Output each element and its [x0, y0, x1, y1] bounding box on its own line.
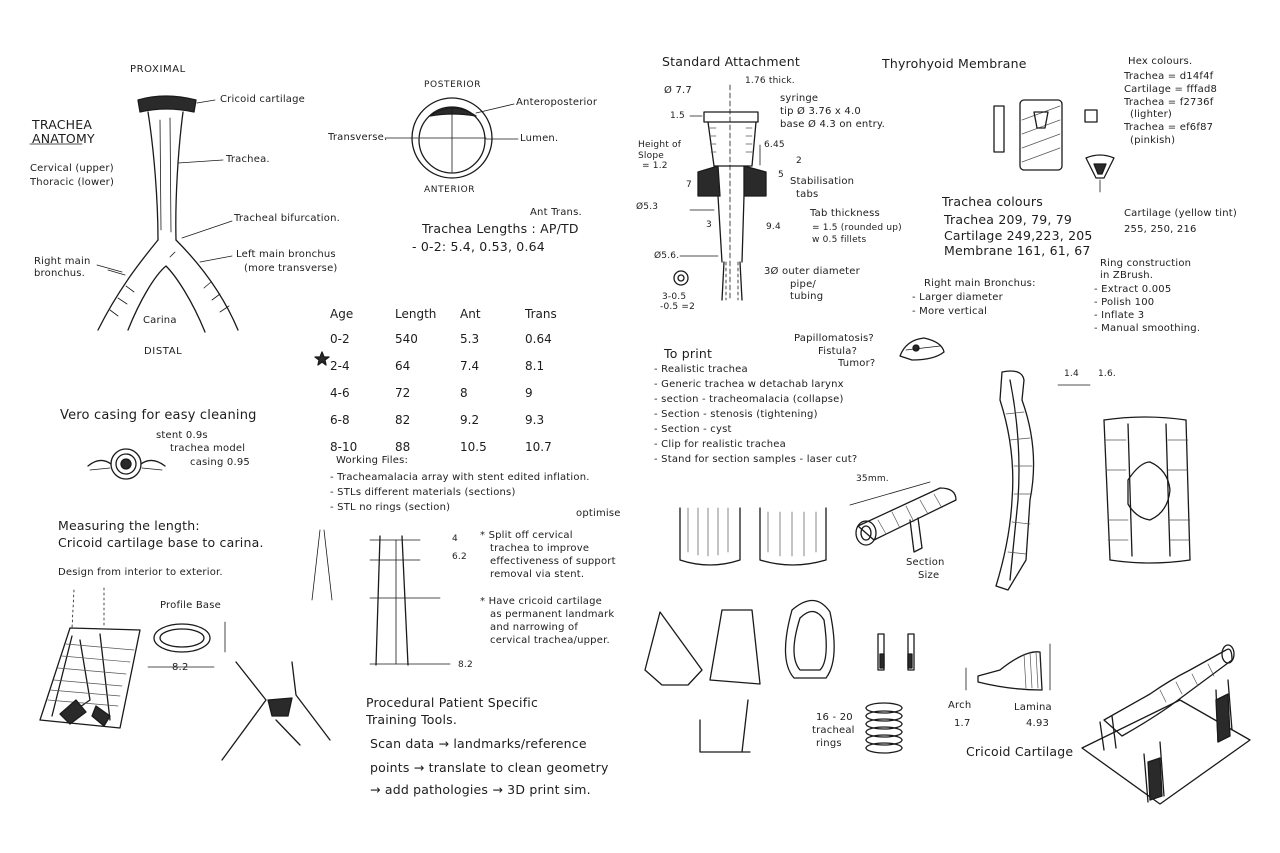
working-files-title: Working Files:: [336, 455, 409, 466]
procedural-title-1: Procedural Patient Specific: [366, 695, 539, 710]
cricoid-note-4: cervical trachea/upper.: [490, 635, 610, 646]
working-file-item: - STLs different materials (sections): [330, 487, 516, 498]
hex-line: Trachea = f2736f: [1124, 97, 1214, 108]
value-lamina: 4.93: [1026, 718, 1050, 729]
syringe-3: base Ø 4.3 on entry.: [780, 119, 885, 130]
label-left-bronchus-2: (more transverse): [244, 263, 338, 274]
lengths-line: - 0-2: 5.4, 0.53, 0.64: [412, 239, 545, 254]
label-profile-base: Profile Base: [160, 600, 222, 611]
age-length-table: [330, 303, 590, 460]
table-cell: 4-6: [330, 385, 350, 400]
height-slope-1: Height of: [638, 140, 682, 150]
to-print-item: - section - tracheomalacia (collapse): [654, 394, 844, 405]
standard-attachment-sketch: [674, 85, 766, 300]
split-note-1: * Split off cervical: [480, 530, 573, 541]
table-header-row: [330, 303, 590, 325]
label-thoracic: Thoracic (lower): [30, 177, 115, 188]
pipe-2: pipe/: [790, 279, 816, 290]
table-cell: 8: [460, 385, 468, 400]
right-bronchus-item: - More vertical: [912, 306, 988, 317]
dim-94: 9.4: [766, 222, 781, 232]
procedural-step: Scan data → landmarks/reference: [370, 736, 587, 751]
dim-16: 1.6.: [1098, 369, 1116, 379]
table-header: Ant: [460, 307, 481, 321]
height-slope-2: Slope: [638, 151, 664, 161]
dim-14: 1.4: [1064, 369, 1079, 379]
section-size-1: Section: [906, 557, 945, 568]
procedural-title-2: Training Tools.: [366, 712, 458, 727]
to-print-item: - Generic trachea w detachab larynx: [654, 379, 844, 390]
table-cell: 72: [395, 385, 411, 400]
table-header: Trans: [525, 307, 557, 321]
stab-tabs-1: Stabilisation: [790, 176, 855, 187]
table-cell: 8-10: [330, 439, 358, 454]
dim-d56: Ø5.6.: [654, 251, 680, 261]
table-cell: 82: [395, 412, 411, 427]
to-print-item: - Stand for section samples - laser cut?: [654, 454, 858, 465]
ring-dim-1: 3-0.5: [662, 292, 687, 302]
split-note-4: removal via stent.: [490, 569, 585, 580]
ring-item: - Polish 100: [1094, 297, 1155, 308]
attachment-title: Standard Attachment: [662, 54, 800, 69]
table-cell: 9.2: [460, 412, 480, 427]
dim-d77: Ø 7.7: [664, 85, 692, 96]
ring-item: - Inflate 3: [1094, 310, 1145, 321]
rings-1: 16 - 20: [816, 712, 853, 723]
cyst-section-sketch: [1104, 417, 1190, 563]
dim-label: 6.2: [452, 552, 467, 562]
working-file-item: - STL no rings (section): [330, 502, 451, 513]
table-cell: 9: [525, 385, 533, 400]
table-cell: 88: [395, 439, 411, 454]
measuring-line-2: Cricoid cartilage base to carina.: [58, 535, 264, 550]
table-cell: 8.1: [525, 358, 545, 373]
label-lamina: Lamina: [1014, 702, 1052, 713]
rings-2: tracheal: [812, 725, 855, 736]
dim-2: 2: [796, 156, 802, 166]
rings-3: rings: [816, 738, 842, 749]
label-transverse: Transverse.: [328, 132, 388, 143]
table-row: [330, 379, 590, 406]
label-ant-trans: Ant Trans.: [530, 207, 582, 218]
dim-7: 7: [686, 180, 692, 190]
label-trachea: Trachea.: [226, 154, 270, 165]
hex-line: (pinkish): [1130, 135, 1176, 146]
stab-tabs-2: tabs: [796, 189, 819, 200]
colours-row: Membrane 161, 61, 67: [944, 243, 1091, 258]
to-print-item: - Section - stenosis (tightening): [654, 409, 818, 420]
label-left-bronchus-1: Left main bronchus: [236, 249, 336, 260]
table-cell: 0.64: [525, 331, 552, 346]
label-optimise: optimise: [576, 508, 621, 519]
tab-thickness-2: = 1.5 (rounded up): [812, 223, 902, 233]
table-cell: 0-2: [330, 331, 350, 346]
cricoid-note-3: and narrowing of: [490, 622, 579, 633]
label-lumen: Lumen.: [520, 133, 559, 144]
anatomy-title-1: TRACHEA: [32, 117, 93, 132]
label-carina: Carina: [143, 315, 177, 326]
ring-title-2: in ZBrush.: [1100, 270, 1154, 281]
tab-thickness-3: w 0.5 fillets: [812, 235, 867, 245]
dim-thick: 1.76 thick.: [745, 76, 795, 86]
dim-3: 3: [706, 220, 712, 230]
hex-line: Trachea = d14f4f: [1124, 71, 1214, 82]
pipe-3: tubing: [790, 291, 824, 302]
hex-line: Cartilage = fffad8: [1124, 84, 1218, 95]
measuring-line-1: Measuring the length:: [58, 518, 200, 533]
hex-line: Trachea = ef6f87: [1124, 122, 1214, 133]
syringe-1: syringe: [780, 93, 819, 104]
label-casing: casing 0.95: [190, 457, 250, 468]
to-print-title: To print: [664, 346, 713, 361]
label-stent: stent 0.9s: [156, 430, 208, 441]
papilloma-1: Papillomatosis?: [794, 333, 874, 344]
label-right-bronchus-1: Right main: [34, 256, 91, 267]
split-note-2: trachea to improve: [490, 543, 590, 554]
papilloma-3: Tumor?: [838, 358, 876, 369]
label-right-bronchus-2: bronchus.: [34, 268, 86, 279]
lengths-title: Trachea Lengths : AP/TD: [422, 221, 579, 236]
colours-title: Trachea colours: [942, 194, 1043, 209]
label-distal: DISTAL: [144, 346, 183, 357]
label-proximal: PROXIMAL: [130, 64, 186, 75]
thyrohyoid-title: Thyrohyoid Membrane: [882, 56, 1027, 71]
dim-645: 6.45: [764, 140, 785, 150]
table-row: [330, 406, 590, 433]
table-cell: 2-4: [330, 358, 350, 373]
vero-title: Vero casing for easy cleaning: [60, 408, 257, 423]
ring-dim-2: -0.5 =2: [660, 302, 696, 312]
label-anterior: ANTERIOR: [424, 185, 476, 195]
colours-row: Cartilage 249,223, 205: [944, 228, 1093, 243]
tab-thickness-1: Tab thickness: [810, 208, 880, 219]
section-cylinder-sketch: [850, 482, 956, 552]
cricoid-cartilage-sketch: [966, 644, 1050, 690]
label-cervical: Cervical (upper): [30, 163, 114, 174]
anatomy-title-2: ANATOMY: [32, 131, 95, 146]
cartilage-tint-1: Cartilage (yellow tint): [1124, 208, 1237, 219]
thyrohyoid-sketch: [994, 100, 1114, 192]
label-bifurcation: Tracheal bifurcation.: [234, 213, 340, 224]
cross-section-sketch: [385, 98, 518, 178]
table-cell: 540: [395, 331, 418, 346]
curved-trachea-sketch: [996, 371, 1090, 590]
cricoid-title: Cricoid Cartilage: [966, 744, 1074, 759]
table-cell: 9.3: [525, 412, 545, 427]
star-icon: [315, 352, 329, 365]
label-arch: Arch: [948, 700, 972, 711]
trachea-3d-model-sketch: [1082, 645, 1250, 804]
dim-d53: Ø5.3: [636, 202, 659, 212]
procedural-step: points → translate to clean geometry: [370, 760, 609, 775]
ring-item: - Extract 0.005: [1094, 284, 1172, 295]
label-profile-dim: 8.2: [172, 662, 189, 673]
ring-item: - Manual smoothing.: [1094, 323, 1201, 334]
ring-title-1: Ring construction: [1100, 258, 1192, 269]
table-cell: 10.7: [525, 439, 552, 454]
height-slope-3: = 1.2: [642, 161, 668, 171]
print-parts-sketch: [645, 508, 914, 753]
dim-label: 8.2: [458, 660, 473, 670]
table-cell: 5.3: [460, 331, 480, 346]
working-file-item: - Tracheamalacia array with stent edited inflation.: [330, 472, 590, 483]
section-size-2: Size: [918, 570, 940, 581]
value-arch: 1.7: [954, 718, 971, 729]
table-cell: 6-8: [330, 412, 350, 427]
label-anteroposterior: Anteroposterior: [516, 97, 598, 108]
cricoid-note-1: * Have cricoid cartilage: [480, 596, 603, 607]
papilloma-sketch: [900, 338, 944, 360]
table-cell: 10.5: [460, 439, 487, 454]
profile-dimension-sketch: [370, 536, 450, 665]
to-print-item: - Clip for realistic trachea: [654, 439, 786, 450]
dim-5: 5: [778, 170, 784, 180]
vero-casing-sketch: [88, 449, 165, 479]
syringe-2: tip Ø 3.76 x 4.0: [780, 106, 861, 117]
table-row: [330, 325, 590, 352]
pipe-1: 3Ø outer diameter: [764, 266, 860, 277]
label-posterior: POSTERIOR: [424, 80, 482, 90]
dim-15: 1.5: [670, 111, 685, 121]
papilloma-2: Fistula?: [818, 346, 858, 357]
hex-title: Hex colours.: [1128, 56, 1193, 67]
measuring-design: Design from interior to exterior.: [58, 567, 223, 578]
table-header: Age: [330, 307, 354, 321]
table-cell: 7.4: [460, 358, 480, 373]
to-print-item: - Section - cyst: [654, 424, 732, 435]
dim-35mm: 35mm.: [856, 474, 889, 484]
right-bronchus-title: Right main Bronchus:: [924, 278, 1036, 289]
dim-label: 4: [452, 534, 458, 544]
measuring-sketch: [40, 530, 332, 760]
colours-row: Trachea 209, 79, 79: [944, 212, 1073, 227]
table-cell: 64: [395, 358, 411, 373]
cartilage-tint-2: 255, 250, 216: [1124, 224, 1197, 235]
right-bronchus-item: - Larger diameter: [912, 292, 1003, 303]
hex-line: (lighter): [1130, 109, 1173, 120]
procedural-step: → add pathologies → 3D print sim.: [370, 782, 591, 797]
cricoid-note-2: as permanent landmark: [490, 609, 615, 620]
table-header: Length: [395, 307, 437, 321]
label-cricoid: Cricoid cartilage: [220, 94, 306, 105]
table-row: [330, 352, 590, 379]
to-print-item: - Realistic trachea: [654, 364, 748, 375]
label-trachea-model: trachea model: [170, 443, 246, 454]
split-note-3: effectiveness of support: [490, 556, 616, 567]
